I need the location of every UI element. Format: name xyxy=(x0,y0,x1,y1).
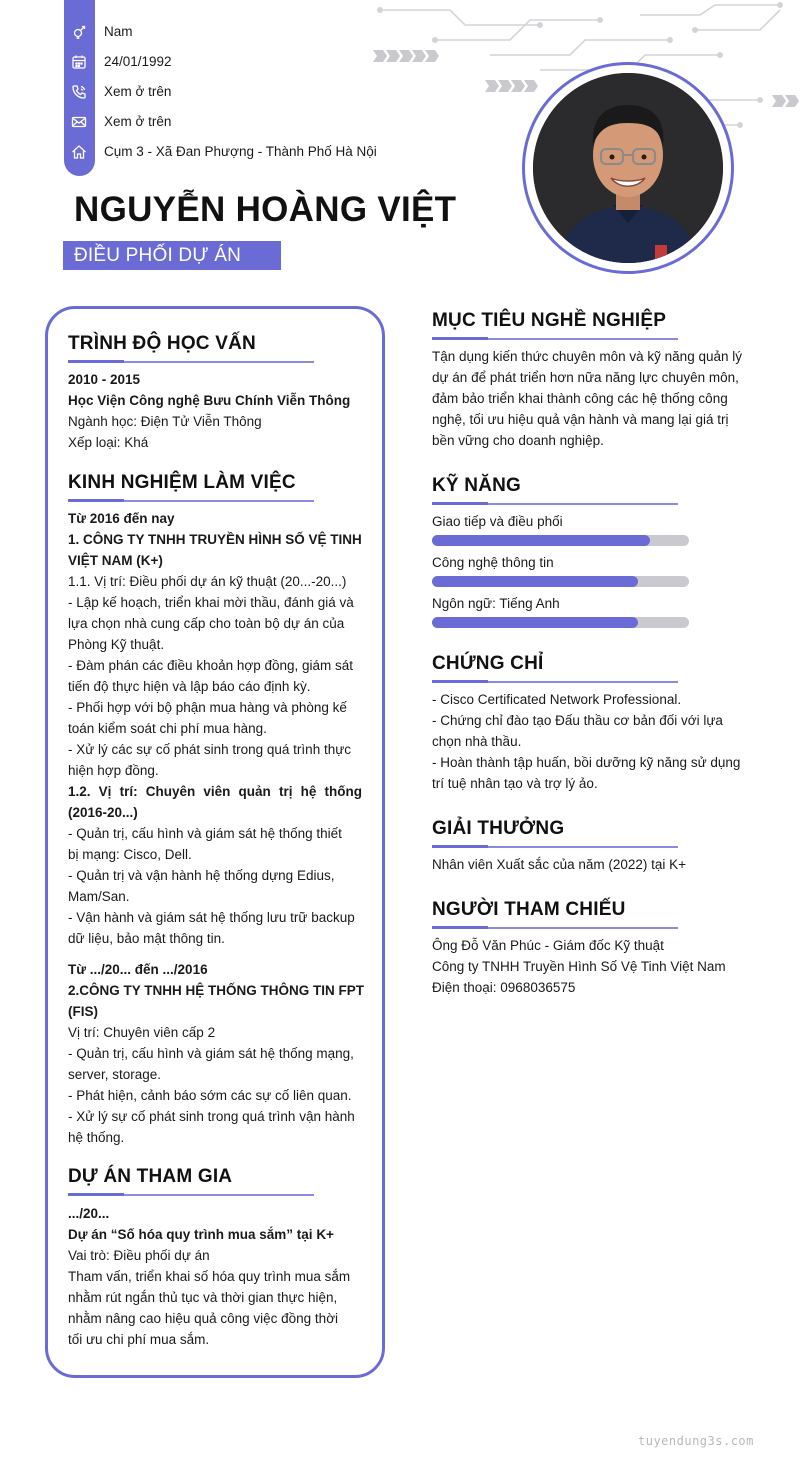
job1-period: Từ 2016 đến nay xyxy=(68,511,175,526)
contact-address: Cụm 3 - Xã Đan Phượng - Thành Phố Hà Nội xyxy=(104,144,377,159)
skill-label: Ngôn ngữ: Tiếng Anh xyxy=(432,596,560,611)
watermark: tuyendung3s.com xyxy=(638,1434,754,1448)
candidate-role: ĐIỀU PHỐI DỰ ÁN xyxy=(74,245,242,266)
skill-bar-fill xyxy=(432,535,650,546)
job1-bullet4-line1: - Xử lý các sự cố phát sinh trong quá trình thực xyxy=(68,742,351,757)
certificate-2-line2: chọn nhà thầu. xyxy=(432,734,522,749)
certificates-title: CHỨNG CHỈ xyxy=(432,653,544,674)
skills-underline xyxy=(432,503,678,505)
project-role: Vai trò: Điều phối dự án xyxy=(68,1248,210,1263)
objective-line3: đảm bảo triển khai thành công các hệ thống công xyxy=(432,391,728,406)
job2-company-line1: 2.CÔNG TY TNHH HỆ THỐNG THÔNG TIN FPT xyxy=(68,983,365,998)
project-desc-line3: nhằm nâng cao hiệu quả công việc đồng thời xyxy=(68,1311,339,1326)
job1-task2-line2: Mam/San. xyxy=(68,889,130,904)
education-period: 2010 - 2015 xyxy=(68,372,141,387)
objective-line4: nghệ, tối ưu hiệu quả vận hành và mang lại giá trị xyxy=(432,412,729,427)
contact-phone: Xem ở trên xyxy=(104,84,172,99)
contact-email: Xem ở trên xyxy=(104,114,172,129)
education-grade: Xếp loại: Khá xyxy=(68,435,149,450)
job1-position1: 1.1. Vị trí: Điều phối dự án kỹ thuật (20...-20...) xyxy=(68,574,347,589)
experience-underline xyxy=(68,500,314,502)
job2-bullet3-line1: - Xử lý sự cố phát sinh trong quá trình vận hành xyxy=(68,1109,355,1124)
project-desc-line2: nhằm rút ngắn thủ tục và thời gian thực hiện, xyxy=(68,1290,338,1305)
objective-line2: dự án để phát triển hơn nữa năng lực chuyên môn, xyxy=(432,370,739,385)
calendar-icon xyxy=(70,53,88,71)
reference-company: Công ty TNHH Truyền Hình Số Vệ Tinh Việt Nam xyxy=(432,959,726,974)
objective-title: MỤC TIÊU NGHỀ NGHIỆP xyxy=(432,310,667,331)
references-title: NGƯỜI THAM CHIẾU xyxy=(432,899,626,920)
job1-bullet2-line2: tiến độ thực hiện và lập báo cáo định kỳ. xyxy=(68,679,311,694)
certificate-3-line2: trí tuệ nhân tạo và trợ lý ảo. xyxy=(432,776,598,791)
certificate-2-line1: - Chứng chỉ đào tạo Đấu thầu cơ bản đối với lựa xyxy=(432,713,723,728)
job2-bullet2: - Phát hiện, cảnh báo sớm các sự cố liên quan. xyxy=(68,1088,352,1103)
candidate-name: NGUYỄN HOÀNG VIỆT xyxy=(74,190,457,229)
project-desc-line4: tối ưu chi phí mua sắm. xyxy=(68,1332,210,1347)
awards-title: GIẢI THƯỞNG xyxy=(432,818,565,839)
skill-bar xyxy=(432,535,689,546)
job1-bullet1-line3: Phòng Kỹ thuật. xyxy=(68,637,165,652)
objective-line5: bền vững cho doanh nghiệp. xyxy=(432,433,604,448)
job2-period: Từ .../20... đến .../2016 xyxy=(68,962,208,977)
avatar xyxy=(533,73,723,263)
project-name: Dự án “Số hóa quy trình mua sắm” tại K+ xyxy=(68,1227,334,1242)
skill-bar-fill xyxy=(432,576,638,587)
skill-label: Công nghệ thông tin xyxy=(432,555,554,570)
objective-line1: Tận dụng kiến thức chuyên môn và kỹ năng quản lý xyxy=(432,349,742,364)
projects-title: DỰ ÁN THAM GIA xyxy=(68,1166,233,1187)
education-school: Học Viện Công nghệ Bưu Chính Viễn Thông xyxy=(68,393,351,408)
job1-company-line1: 1. CÔNG TY TNHH TRUYỀN HÌNH SỐ VỆ TINH xyxy=(68,532,362,547)
job2-bullet1-line2: server, storage. xyxy=(68,1067,162,1082)
references-underline xyxy=(432,927,678,929)
contact-dob: 24/01/1992 xyxy=(104,54,172,69)
certificates-underline xyxy=(432,681,678,683)
job1-position2-line1: 1.2. Vị trí: Chuyên viên quản trị hệ thống xyxy=(68,784,362,799)
job1-task2-line1: - Quản trị và vận hành hệ thống dựng Edius, xyxy=(68,868,335,883)
skills-title: KỸ NĂNG xyxy=(432,475,522,496)
phone-icon xyxy=(70,83,88,101)
home-icon xyxy=(70,143,88,161)
projects-underline xyxy=(68,1194,314,1196)
job1-task3-line1: - Vận hành và giám sát hệ thống lưu trữ backup xyxy=(68,910,355,925)
awards-underline xyxy=(432,846,678,848)
skill-bar-fill xyxy=(432,617,638,628)
job1-position2-line2: (2016-20...) xyxy=(68,805,138,820)
job1-task1-line2: bị mạng: Cisco, Dell. xyxy=(68,847,192,862)
job1-company-line2: VIỆT NAM (K+) xyxy=(68,553,163,568)
skill-bar xyxy=(432,576,689,587)
gender-icon xyxy=(70,23,88,41)
job1-bullet3-line1: - Phối hợp với bộ phận mua hàng và phòng kế xyxy=(68,700,347,715)
education-major: Ngành học: Điện Tử Viễn Thông xyxy=(68,414,262,429)
job1-bullet1-line1: - Lập kế hoạch, triển khai mời thầu, đánh giá và xyxy=(68,595,354,610)
certificate-3-line1: - Hoàn thành tập huấn, bồi dưỡng kỹ năng sử dụng xyxy=(432,755,741,770)
reference-person: Ông Đỗ Văn Phúc - Giám đốc Kỹ thuật xyxy=(432,938,664,953)
email-icon xyxy=(70,113,88,131)
job1-task1-line1: - Quản trị, cấu hình và giám sát hệ thống thiết xyxy=(68,826,342,841)
reference-phone: Điện thoại: 0968036575 xyxy=(432,980,576,995)
job1-bullet1-line2: lựa chọn nhà cung cấp cho toàn bộ dự án của xyxy=(68,616,345,631)
job1-task3-line2: dữ liệu, bảo mật thông tin. xyxy=(68,931,225,946)
job2-bullet1-line1: - Quản trị, cấu hình và giám sát hệ thống mạng, xyxy=(68,1046,354,1061)
education-underline xyxy=(68,361,314,363)
job1-bullet3-line2: toán kiểm soát chi phí mua hàng. xyxy=(68,721,267,736)
job2-position: Vị trí: Chuyên viên cấp 2 xyxy=(68,1025,216,1040)
job1-bullet2-line1: - Đàm phán các điều khoản hợp đồng, giám sát xyxy=(68,658,354,673)
project-period: .../20... xyxy=(68,1206,110,1221)
job2-company-line2: (FIS) xyxy=(68,1004,98,1019)
award-1: Nhân viên Xuất sắc của năm (2022) tại K+ xyxy=(432,857,687,872)
job2-bullet3-line2: hệ thống. xyxy=(68,1130,125,1145)
experience-title: KINH NGHIỆM LÀM VIỆC xyxy=(68,472,296,493)
education-title: TRÌNH ĐỘ HỌC VẤN xyxy=(68,333,256,354)
objective-underline xyxy=(432,338,678,340)
job1-bullet4-line2: hiện hợp đồng. xyxy=(68,763,159,778)
contact-gender: Nam xyxy=(104,24,133,39)
skill-bar xyxy=(432,617,689,628)
project-desc-line1: Tham vấn, triển khai số hóa quy trình mua sắm xyxy=(68,1269,351,1284)
skill-label: Giao tiếp và điều phối xyxy=(432,514,563,529)
certificate-1: - Cisco Certificated Network Professional. xyxy=(432,692,682,707)
